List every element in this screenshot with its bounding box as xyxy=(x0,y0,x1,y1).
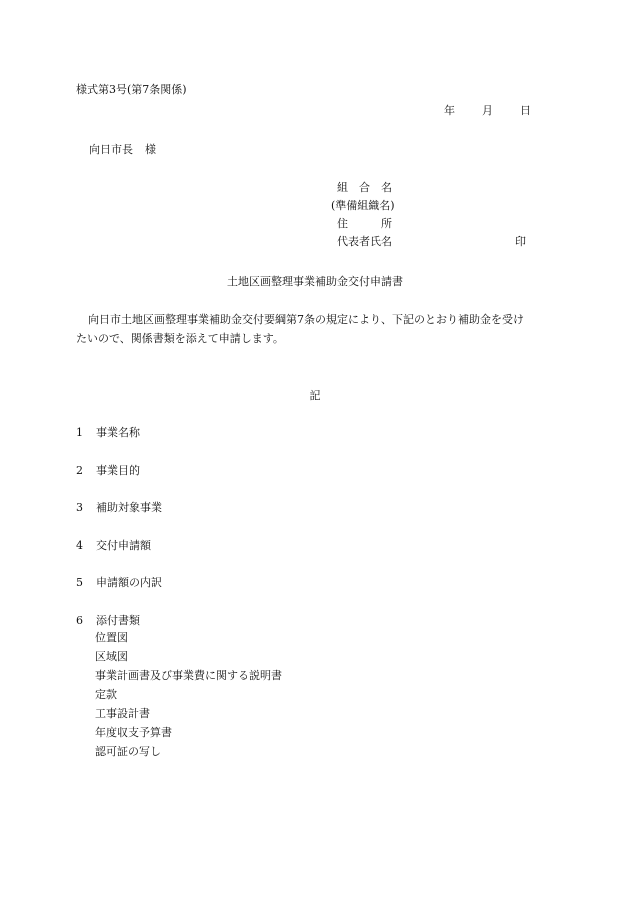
item-label: 事業目的 xyxy=(96,464,140,477)
date-year: 年 xyxy=(444,104,455,117)
item-6 xyxy=(76,613,140,628)
applicant-address-label: 住 所 xyxy=(337,217,392,230)
applicant-preparatory-label: (準備組織名) xyxy=(331,199,395,212)
applicant-address xyxy=(331,216,395,234)
item-label: 申請額の内訳 xyxy=(96,576,162,589)
item-label: 添付書類 xyxy=(96,614,140,627)
item-label: 事業名称 xyxy=(96,426,140,439)
item-1 xyxy=(76,425,140,440)
item-number: 3 xyxy=(76,501,83,514)
applicant-association-label: 組 合 名 xyxy=(337,181,392,194)
attachments-list xyxy=(95,630,282,763)
attachment-item: 位置図 xyxy=(95,631,128,644)
attachment-item: 認可証の写し xyxy=(95,745,161,758)
document-body xyxy=(76,310,556,348)
item-number: 6 xyxy=(76,614,83,627)
attachment-item: 区域図 xyxy=(95,650,128,663)
item-2 xyxy=(76,463,140,478)
item-number: 4 xyxy=(76,539,83,552)
date-day: 日 xyxy=(520,104,531,117)
body-line-1: 向日市土地区画整理事業補助金交付要綱第7条の規定により、下記のとおり補助金を受け xyxy=(88,313,524,326)
item-5 xyxy=(76,575,162,590)
item-number: 2 xyxy=(76,464,83,477)
applicant-association-name xyxy=(331,180,395,198)
item-4 xyxy=(76,538,151,553)
addressee-name: 向日市長 xyxy=(89,143,133,156)
date-month: 月 xyxy=(482,104,493,117)
note-heading: 記 xyxy=(309,389,321,402)
attachment-item: 事業計画書及び事業費に関する説明書 xyxy=(95,669,282,682)
item-3 xyxy=(76,500,162,515)
applicant-representative-label: 代表者氏名 xyxy=(337,235,392,248)
item-number: 5 xyxy=(76,576,83,589)
attachment-item: 工事設計書 xyxy=(95,707,150,720)
item-label: 補助対象事業 xyxy=(96,501,162,514)
attachment-item: 定款 xyxy=(95,688,117,701)
form-number: 様式第3号(第7条関係) xyxy=(76,83,187,96)
item-label: 交付申請額 xyxy=(96,539,151,552)
addressee-honorific: 様 xyxy=(145,143,156,156)
applicant-preparatory-name xyxy=(331,198,395,216)
item-number: 1 xyxy=(76,426,83,439)
applicant-representative xyxy=(331,234,526,252)
document-title: 土地区画整理事業補助金交付申請書 xyxy=(227,275,403,288)
body-line-2: たいので、関係書類を添えて申請します。 xyxy=(76,332,284,345)
addressee xyxy=(89,142,156,157)
seal-mark: 印 xyxy=(515,235,526,248)
attachment-item: 年度収支予算書 xyxy=(95,726,172,739)
applicant-block xyxy=(331,180,526,252)
date-line xyxy=(444,103,531,118)
